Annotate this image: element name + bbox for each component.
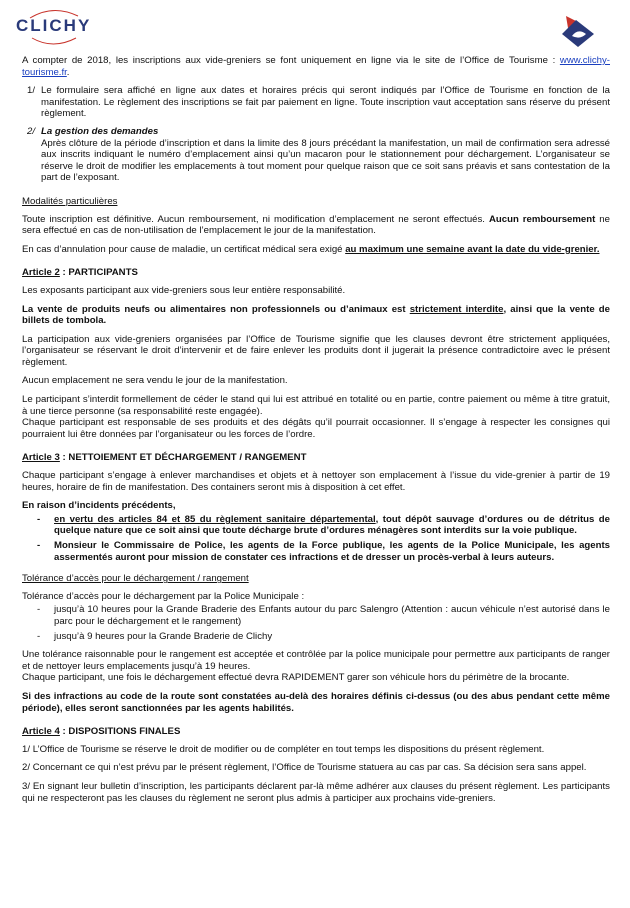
office-tourisme-logo <box>558 14 600 48</box>
list-item: - en vertu des articles 84 et 85 du règlement sanitaire départemental, tout dépôt sauvage d’ordures ou de détritus de quelque nature que ce soit ainsi que toute décharge brute d’ordures ménagères sont interdits sur la voie publique. <box>37 513 610 537</box>
article-heading: Article 3 : NETTOIEMENT ET DÉCHARGEMENT / RANGEMENT <box>22 452 307 464</box>
paragraph: 1/ L’Office de Tourisme se réserve le droit de modifier ou de compléter en tout temps les dispositions du présent règlement. <box>22 743 545 755</box>
paragraph: 3/ En signant leur bulletin d’inscription, les participants déclarent par-là même adhérer aux clauses du présent règlement. Les participants qui ne respecteront pas les clauses du règlement ne seront plus admis à participer aux prochains vide-greniers. <box>22 780 610 804</box>
paragraph: Toute inscription est définitive. Aucun remboursement, ni modification d’emplacement ne seront effectués. Aucun remboursement ne sera effectué en cas de non-utilisation de l’emplacement le jour de la manifestation. <box>22 213 610 237</box>
item-title: La gestion des demandes <box>41 125 159 137</box>
paragraph: Une tolérance raisonnable pour le rangement est acceptée et contrôlée par la police municipale pour permettre aux participants de ranger et de nettoyer leurs emplacements jusqu’à 19 heures. <box>22 649 610 672</box>
paragraph: Chaque participant est responsable de ses produits et des dégâts qu’il pourrait occasionner. Il s’engage à respecter les consignes qui pourraient lui être données par l’organisateur ou les forces de l’ordre. <box>22 417 610 440</box>
article-heading: Article 2 : PARTICIPANTS <box>22 267 138 279</box>
paragraph: Chaque participant s’engage à enlever marchandises et objets et à nettoyer son emplacement à l’issue du vide-grenier à partir de 19 heures, horaire de fin de manifestation. Des containers seront mis à disposition à cet effet. <box>22 470 610 493</box>
paragraph: 2/ Concernant ce qui n’est prévu par le présent règlement, l’Office de Tourisme statuera au cas par cas. Sa décision sera sans appel. <box>22 762 587 774</box>
page-header <box>0 0 630 52</box>
section-heading: Tolérance d’accès pour le déchargement / rangement <box>22 573 249 585</box>
paragraph: Chaque participant, une fois le déchargement effectué devra RAPIDEMENT garer son véhicule hors du périmètre de la brocante. <box>22 672 570 684</box>
list-item: 1/ Le formulaire sera affiché en ligne aux dates et horaires précis qui seront indiqués par l’Office de Tourisme en fonction de la manifestation. Le règlement des inscriptions se fait par paiement en ligne. Toute inscription vaut acceptation sans réserve du présent règlement. <box>27 85 610 120</box>
article-heading: Article 4 : DISPOSITIONS FINALES <box>22 726 181 738</box>
paragraph: Si des infractions au code de la route sont constatées au-delà des horaires définis ci-dessus (ou des abus pendant cette même période), elles seront sanctionnées par les agents habilités. <box>22 690 610 714</box>
paragraph: Aucun emplacement ne sera vendu le jour de la manifestation. <box>22 375 288 387</box>
paragraph: Le participant s’interdit formellement de céder le stand qui lui est attribué en totalité ou en partie, contre paiement ou même à titre gratuit, à une tierce personne (sa responsabilité reste engagée). <box>22 394 610 417</box>
section-heading: Modalités particulières <box>22 195 118 207</box>
paragraph: En cas d’annulation pour cause de maladie, un certificat médical sera exigé au maximum une semaine avant la date du vide-grenier. <box>22 243 600 255</box>
intro-paragraph: A compter de 2018, les inscriptions aux vide-greniers se font uniquement en ligne via le site de l’Office de Tourisme : www.clichy-tourisme.fr. <box>22 55 610 78</box>
list-item: - jusqu’à 10 heures pour la Grande Braderie des Enfants autour du parc Salengro (Attention : aucun véhicule n’est autorisé dans le parc pour le déchargement et le rangement) <box>37 604 610 627</box>
paragraph: Les exposants participant aux vide-greniers sous leur entière responsabilité. <box>22 284 346 296</box>
paragraph: La participation aux vide-greniers organisées par l’Office de Tourisme signifie que les clauses devront être strictement appliquées, l’organisateur se réservant le droit d’intervenir et de faire enlever les produits dont il jugerait la présence contradictoire avec le présent règlement. <box>22 333 610 368</box>
list-item: - Monsieur le Commissaire de Police, les agents de la Force publique, les agents de la Police Municipale, les agents assermentés auront pour mission de constater ces infractions et de dresser un procès-verbal à leurs auteurs. <box>37 540 610 563</box>
clichy-tourisme-link[interactable]: www.clichy-tourisme.fr <box>22 55 610 78</box>
reglement-body <box>22 55 610 811</box>
paragraph: La vente de produits neufs ou alimentaires non professionnels ou d’animaux est strictement interdite, ainsi que la vente de billets de tombola. <box>22 303 611 327</box>
paragraph: En raison d’incidents précédents, <box>22 500 176 512</box>
list-item: - jusqu’à 9 heures pour la Grande Braderie de Clichy <box>37 630 273 642</box>
paragraph: Tolérance d’accès pour le déchargement par la Police Municipale : <box>22 590 305 602</box>
clichy-logo-text: CLICHY <box>16 16 92 35</box>
clichy-logo <box>16 6 90 48</box>
list-item: 2/ La gestion des demandes Après clôture de la période d’inscription et dans la limite des 8 jours précédant la manifestation, un mail de confirmation sera adressé aux inscrits indiquant le numéro d’emplacement ainsi qu’un macaron pour le stationnement pour déchargement. L’organisateur se réserve le droit de modifier les emplacements à tout moment pour quelque raison que ce soit sans préavis et sans contestation de la part de l’exposant. <box>27 125 610 184</box>
